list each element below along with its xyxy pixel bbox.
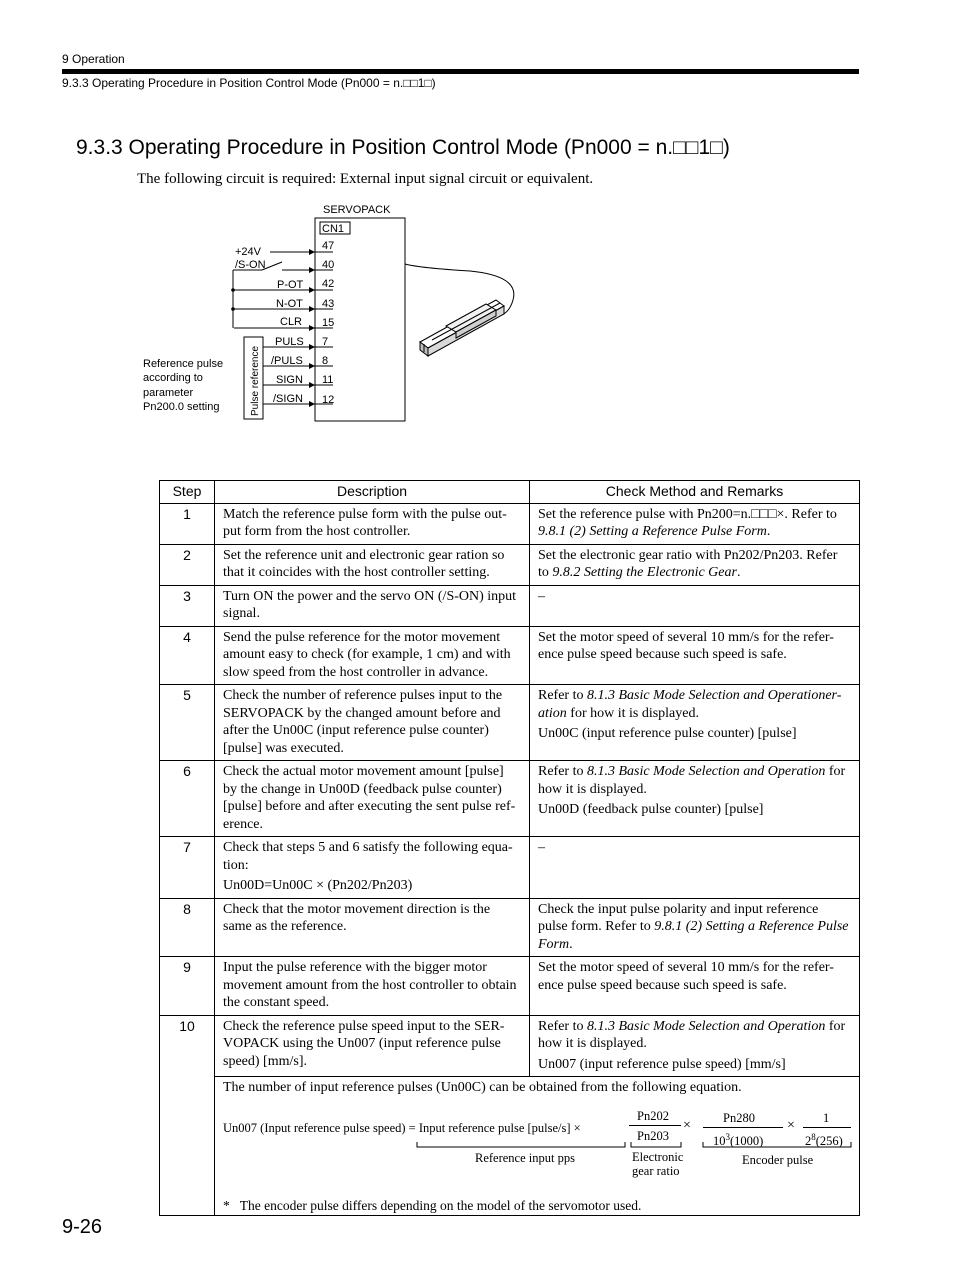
label-gear-ratio: Electronic gear ratio [632, 1150, 684, 1178]
ref-note-line: Pn200.0 setting [143, 401, 220, 413]
procedure-table [159, 480, 860, 1216]
label-encoder-pulse: Encoder pulse [742, 1153, 814, 1167]
son-label: /S-ON [235, 259, 266, 271]
step-description: Check the actual motor movement amount [pulse] by the change in Un00D (feedback pulse counter) [pulse] before and after executing the sent pulse ref- erence. [215, 761, 530, 837]
step-description: Input the pulse reference with the bigger motor movement amount from the host controller to obtain the constant speed. [215, 957, 530, 1016]
linear-motor-drawing [420, 300, 504, 356]
step-check: Refer to 8.1.3 Basic Mode Selection and Operation for how it is displayed. Un007 (input reference pulse speed) [mm/s] [530, 1015, 860, 1077]
equation-cell [215, 1077, 860, 1216]
unit-denominator: $2^8(256)$ [805, 1132, 843, 1149]
table-row [160, 837, 860, 899]
table-header-row [160, 481, 860, 504]
footnote: * The encoder pulse differs depending on the model of the servomotor used. [223, 1198, 642, 1213]
table-row [160, 898, 860, 957]
section-title: 9.3.3 Operating Procedure in Position Control Mode (Pn000 = n.□□1□) [76, 136, 730, 159]
servopack-label: SERVOPACK [323, 204, 391, 216]
equation-row [160, 1077, 860, 1216]
step-check: Set the motor speed of several 10 mm/s for the refer-ence pulse speed because such speed is safe. [530, 957, 860, 1016]
fraction-bar [629, 1125, 681, 1126]
table-row [160, 585, 860, 626]
pin-number: 8 [322, 355, 329, 367]
step-description: Check the number of reference pulses input to the SERVOPACK by the changed amount before and after the Un00C (input reference pulse counter) [pulse] was executed. [215, 685, 530, 761]
unit-numerator: 1 [823, 1111, 830, 1125]
step-number: 4 [160, 626, 215, 685]
table-row [160, 957, 860, 1016]
signal-label: SIGN [276, 374, 303, 386]
step-description: Check the reference pulse speed input to the SER- VOPACK using the Un007 (input reference pulse speed) [mm/s]. [215, 1015, 530, 1077]
ref-note-line: according to [143, 372, 203, 384]
page-number: 9-26 [62, 1216, 103, 1238]
step-description: Set the reference unit and electronic gear ration so that it coincides with the host controller setting. [215, 544, 530, 585]
step-number: 5 [160, 685, 215, 761]
step-number: 7 [160, 837, 215, 899]
signal-label: N-OT [276, 298, 303, 310]
cn1-label: CN1 [322, 223, 345, 235]
running-header-chapter: 9 Operation [62, 52, 125, 66]
running-header-section: 9.3.3 Operating Procedure in Position Control Mode (Pn000 = n.□□1□) [62, 76, 436, 90]
column-header: Description [215, 481, 530, 504]
fraction-bar [703, 1127, 783, 1128]
times-sign: × [683, 1118, 691, 1133]
table-row [160, 761, 860, 837]
step-check: Refer to 8.1.3 Basic Mode Selection and Operation for how it is displayed. Un00D (feedback pulse counter) [pulse] [530, 761, 860, 837]
table-row [160, 626, 860, 685]
gear-numerator: Pn202 [637, 1109, 669, 1123]
step-description: Turn ON the power and the servo ON (/S-ON) input signal. [215, 585, 530, 626]
label-reference-pps: Reference input pps [475, 1151, 575, 1165]
equation-lhs: Un007 (Input reference pulse speed) = Input reference pulse [pulse/s] × [223, 1121, 581, 1135]
signal-label: P-OT [277, 279, 304, 291]
column-header: Check Method and Remarks [530, 481, 860, 504]
pin-number: 40 [322, 259, 335, 271]
ref-note-line: Reference pulse [143, 358, 224, 370]
encoder-denominator: $10^3(1000)$ [713, 1132, 764, 1149]
ref-note-line: parameter [143, 387, 194, 399]
signal-label: /PULS [271, 355, 303, 367]
signal-label: /SIGN [273, 393, 303, 405]
step-number: 1 [160, 503, 215, 544]
fraction-bar [803, 1127, 851, 1128]
step-number: 3 [160, 585, 215, 626]
pin-number: 42 [322, 278, 335, 290]
table-row [160, 685, 860, 761]
pin-number: 47 [322, 240, 335, 252]
step-number: 2 [160, 544, 215, 585]
step-number: 8 [160, 898, 215, 957]
column-header: Step [160, 481, 215, 504]
step-check: Set the electronic gear ratio with Pn202/Pn203. Refer to 9.8.2 Setting the Electronic Gear. [530, 544, 860, 585]
pin-number: 43 [322, 298, 335, 310]
intro-text: The following circuit is required: External input signal circuit or equivalent. [137, 171, 594, 187]
step-number: 6 [160, 761, 215, 837]
pin-number: 11 [322, 374, 334, 386]
step-check: – [530, 585, 860, 626]
step-check: Refer to 8.1.3 Basic Mode Selection and Operationer-ation for how it is displayed. Un00C (input reference pulse counter) [pulse] [530, 685, 860, 761]
pin-number: 12 [322, 394, 335, 406]
step-description: Check that steps 5 and 6 satisfy the following equa- tion: Un00D=Un00C × (Pn202/Pn203) [215, 837, 530, 899]
table-row [160, 544, 860, 585]
step-description: Check that the motor movement direction is the same as the reference. [215, 898, 530, 957]
step-check: Set the motor speed of several 10 mm/s for the refer-ence pulse speed because such speed is safe. [530, 626, 860, 685]
pin-number: 7 [322, 336, 329, 348]
pin-number: 15 [322, 317, 335, 329]
supply-label: +24V [235, 246, 261, 258]
pulse-reference-label: Pulse reference [250, 345, 261, 416]
step-check: – [530, 837, 860, 899]
table-row [160, 503, 860, 544]
signal-label: PULS [275, 336, 304, 348]
table-row [160, 1015, 860, 1077]
step-description: Send the pulse reference for the motor movement amount easy to check (for example, 1 cm) and with slow speed from the host controller in advance. [215, 626, 530, 685]
step-number: 9 [160, 957, 215, 1016]
encoder-numerator: Pn280 [723, 1111, 755, 1125]
circuit-diagram [0, 0, 954, 440]
equation-intro: The number of input reference pulses (Un00C) can be obtained from the following equation. [223, 1080, 742, 1095]
signal-label: CLR [280, 316, 303, 328]
step-check: Check the input pulse polarity and input reference pulse form. Refer to 9.8.1 (2) Setting a Reference Pulse Form. [530, 898, 860, 957]
times-sign: × [787, 1118, 795, 1133]
step-number: 10 [160, 1015, 215, 1216]
step-description: Match the reference pulse form with the pulse out- put form from the host controller. [215, 503, 530, 544]
gear-denominator: Pn203 [637, 1129, 669, 1143]
step-check: Set the reference pulse with Pn200=n.□□□×. Refer to 9.8.1 (2) Setting a Reference Pulse Form. [530, 503, 860, 544]
